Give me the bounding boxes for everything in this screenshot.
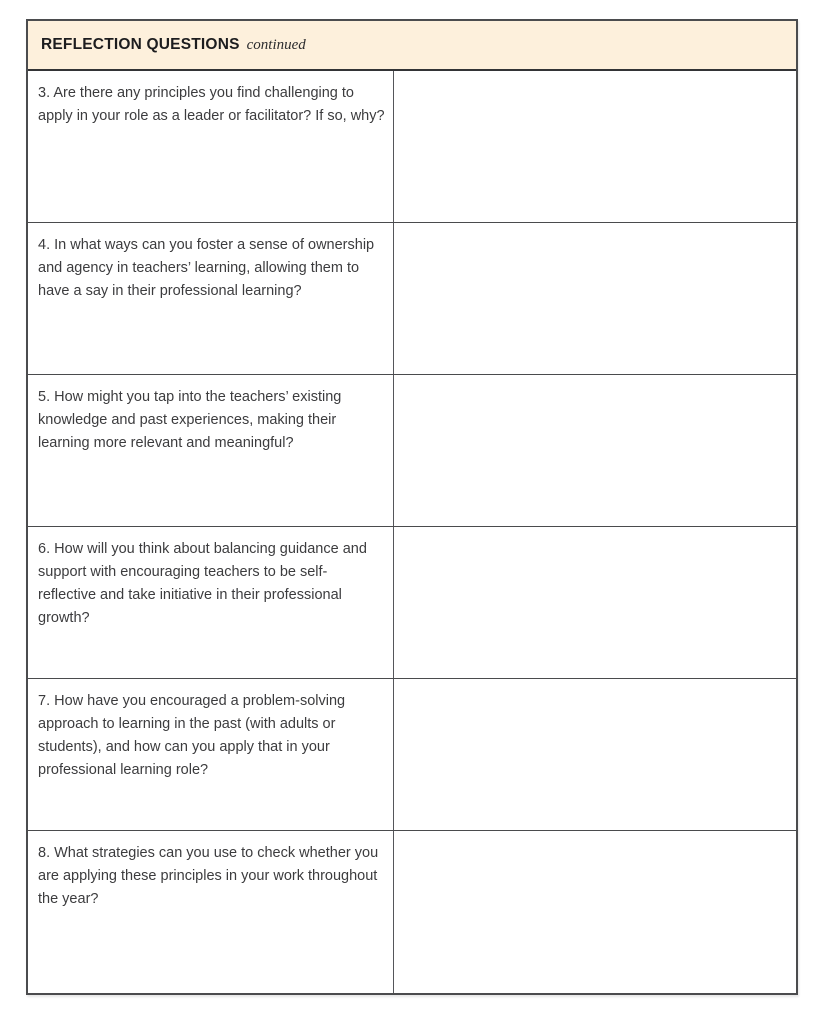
- question-text: 8. What strategies can you use to check whether you are applying these principles in your work throughout the year?: [38, 845, 379, 907]
- answer-cell: [394, 223, 796, 374]
- question-cell: [28, 527, 394, 678]
- header-subtitle: continued: [246, 36, 306, 53]
- answer-cell: [394, 71, 796, 222]
- question-cell: [28, 223, 394, 374]
- answer-cell: [394, 527, 796, 678]
- answer-cell: [394, 831, 796, 993]
- question-row-8: [28, 831, 796, 993]
- question-cell: [28, 375, 394, 526]
- reflection-questions-table: [26, 19, 798, 995]
- question-cell: [28, 831, 394, 993]
- answer-cell: [394, 375, 796, 526]
- question-text: 4. In what ways can you foster a sense of ownership and agency in teachers’ learning, allowing them to have a say in their professional learning?: [38, 237, 375, 299]
- question-cell: [28, 679, 394, 830]
- question-row-3: [28, 71, 796, 223]
- question-text: 7. How have you encouraged a problem-solving approach to learning in the past (with adults or students), and how can you apply that in your professional learning role?: [38, 693, 346, 778]
- table-header: [28, 21, 796, 71]
- question-row-4: [28, 223, 796, 375]
- question-text: 3. Are there any principles you find challenging to apply in your role as a leader or facilitator? If so, why?: [38, 85, 385, 124]
- question-row-5: [28, 375, 796, 527]
- answer-cell: [394, 679, 796, 830]
- question-row-7: [28, 679, 796, 831]
- header-title: REFLECTION QUESTIONS: [41, 36, 240, 53]
- question-cell: [28, 71, 394, 222]
- question-text: 6. How will you think about balancing guidance and support with encouraging teachers to be self-reflective and take initiative in their professional growth?: [38, 541, 367, 626]
- question-text: 5. How might you tap into the teachers’ existing knowledge and past experiences, making their learning more relevant and meaningful?: [38, 389, 342, 451]
- question-row-6: [28, 527, 796, 679]
